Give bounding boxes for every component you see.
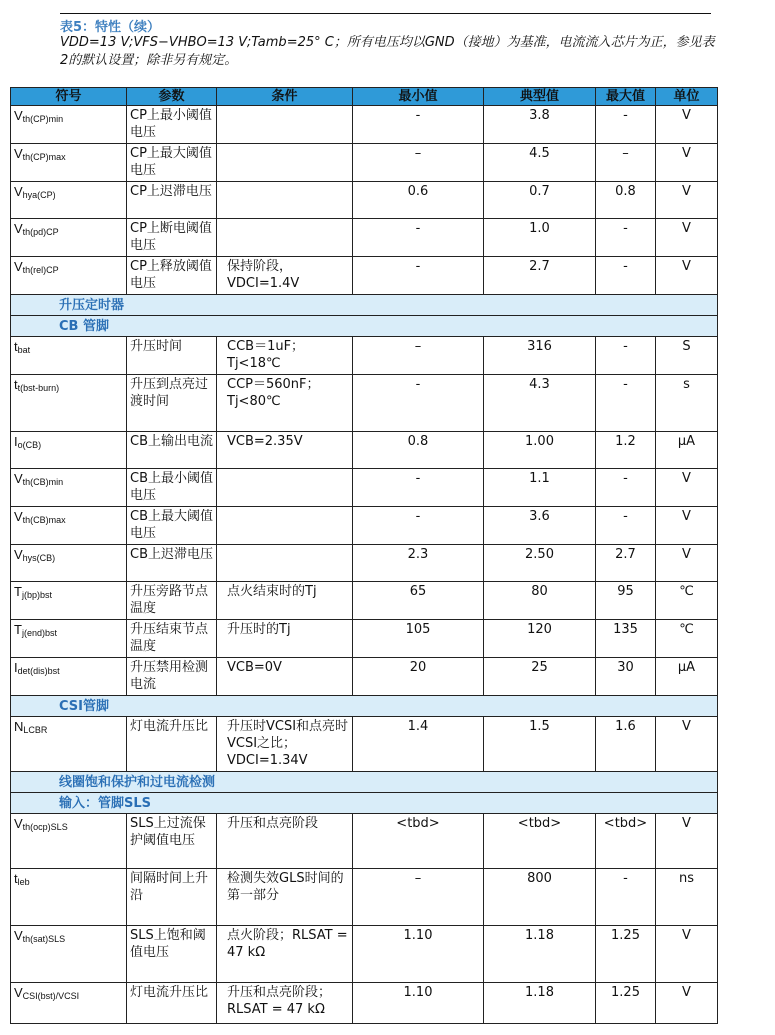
symbol-subscript: o(CB) bbox=[17, 440, 42, 450]
table-row bbox=[11, 814, 718, 869]
table-row bbox=[11, 337, 718, 375]
parameter-cell: CB上输出电流 bbox=[127, 432, 217, 469]
symbol-main: T bbox=[14, 622, 22, 637]
unit-cell: V bbox=[656, 814, 718, 869]
parameter-cell: 灯电流升压比 bbox=[127, 983, 217, 1024]
symbol-subscript: j(end)bst bbox=[21, 628, 57, 638]
symbol-main: V bbox=[14, 184, 23, 199]
symbol-subscript: th(CB)min bbox=[22, 477, 64, 487]
symbol-subscript: th(sat)SLS bbox=[22, 934, 66, 944]
top-rule bbox=[60, 13, 711, 14]
unit-cell: μA bbox=[656, 658, 718, 696]
characteristics-table bbox=[10, 87, 718, 1024]
table-row bbox=[11, 257, 718, 295]
section-label: CSI管脚 bbox=[11, 696, 718, 717]
typ-cell: 316 bbox=[484, 337, 596, 375]
symbol-main: I bbox=[14, 434, 18, 449]
max-cell: 2.7 bbox=[596, 545, 656, 582]
condition-cell: CCP＝560nF；Tj<80℃ bbox=[217, 375, 353, 432]
typ-cell: 0.7 bbox=[484, 182, 596, 219]
section-label: CB 管脚 bbox=[11, 316, 718, 337]
section-row bbox=[11, 772, 718, 793]
typ-cell: 4.5 bbox=[484, 144, 596, 182]
table-row bbox=[11, 375, 718, 432]
condition-cell: VCB=2.35V bbox=[217, 432, 353, 469]
condition-cell: CCB＝1uF；Tj<18℃ bbox=[217, 337, 353, 375]
table-row bbox=[11, 620, 718, 658]
min-cell: - bbox=[353, 469, 484, 507]
symbol-main: N bbox=[14, 719, 24, 734]
table-row bbox=[11, 717, 718, 772]
max-cell: - bbox=[596, 507, 656, 545]
symbol-subscript: CSI(bst)/VCSI bbox=[22, 991, 80, 1001]
symbol-cell bbox=[11, 219, 127, 257]
table-row bbox=[11, 869, 718, 926]
min-cell: – bbox=[353, 869, 484, 926]
unit-cell: V bbox=[656, 106, 718, 144]
condition-cell: VCB=0V bbox=[217, 658, 353, 696]
condition-cell: 保持阶段，VDCI=1.4V bbox=[217, 257, 353, 295]
condition-cell bbox=[217, 106, 353, 144]
condition-cell: 检测失效GLS时间的第一部分 bbox=[217, 869, 353, 926]
max-cell: 1.2 bbox=[596, 432, 656, 469]
unit-cell: ℃ bbox=[656, 582, 718, 620]
typ-cell: 1.18 bbox=[484, 926, 596, 983]
table-row bbox=[11, 219, 718, 257]
col-conditions: 条件 bbox=[217, 88, 353, 106]
unit-cell: V bbox=[656, 926, 718, 983]
parameter-cell: 升压旁路节点温度 bbox=[127, 582, 217, 620]
symbol-cell bbox=[11, 375, 127, 432]
condition-cell bbox=[217, 469, 353, 507]
typ-cell: 1.18 bbox=[484, 983, 596, 1024]
table-conditions: VDD=13 V;VFS−VHBO=13 V;Tamb=25° C；所有电压均以GND（接地）为基准，电流流入芯片为正，参见表2的默认设置；除非另有规定。 bbox=[60, 35, 715, 68]
min-cell: - bbox=[353, 219, 484, 257]
max-cell: – bbox=[596, 144, 656, 182]
condition-cell: 点火阶段；RLSAT = 47 kΩ bbox=[217, 926, 353, 983]
symbol-main: t bbox=[14, 339, 18, 354]
col-typ: 典型值 bbox=[484, 88, 596, 106]
symbol-subscript: th(CP)max bbox=[22, 152, 66, 162]
symbol-subscript: hys(CB) bbox=[22, 553, 56, 563]
parameter-cell: SLS上过流保护阈值电压 bbox=[127, 814, 217, 869]
symbol-cell bbox=[11, 469, 127, 507]
unit-cell: ℃ bbox=[656, 620, 718, 658]
typ-cell: 800 bbox=[484, 869, 596, 926]
max-cell: <tbd> bbox=[596, 814, 656, 869]
max-cell: - bbox=[596, 337, 656, 375]
parameter-cell: CP上最小阈值电压 bbox=[127, 106, 217, 144]
max-cell: 1.25 bbox=[596, 926, 656, 983]
condition-cell bbox=[217, 144, 353, 182]
symbol-cell bbox=[11, 814, 127, 869]
symbol-main: t bbox=[14, 871, 18, 886]
symbol-main: V bbox=[14, 928, 23, 943]
table-row bbox=[11, 182, 718, 219]
table-row bbox=[11, 658, 718, 696]
parameter-cell: CB上最小阈值电压 bbox=[127, 469, 217, 507]
table-row bbox=[11, 983, 718, 1024]
max-cell: 30 bbox=[596, 658, 656, 696]
table-row bbox=[11, 144, 718, 182]
symbol-cell bbox=[11, 717, 127, 772]
table-row bbox=[11, 106, 718, 144]
max-cell: - bbox=[596, 219, 656, 257]
symbol-subscript: leb bbox=[17, 877, 30, 887]
symbol-subscript: th(pd)CP bbox=[22, 227, 59, 237]
symbol-main: I bbox=[14, 660, 18, 675]
max-cell: 0.8 bbox=[596, 182, 656, 219]
symbol-main: t bbox=[14, 377, 18, 392]
symbol-cell bbox=[11, 658, 127, 696]
typ-cell: 80 bbox=[484, 582, 596, 620]
min-cell: – bbox=[353, 144, 484, 182]
min-cell: 0.8 bbox=[353, 432, 484, 469]
symbol-cell bbox=[11, 257, 127, 295]
symbol-subscript: th(rel)CP bbox=[22, 265, 59, 275]
symbol-subscript: LCBR bbox=[23, 725, 48, 735]
min-cell: 2.3 bbox=[353, 545, 484, 582]
section-row bbox=[11, 316, 718, 337]
parameter-cell: CP上最大阈值电压 bbox=[127, 144, 217, 182]
symbol-subscript: hya(CP) bbox=[22, 190, 56, 200]
unit-cell: V bbox=[656, 182, 718, 219]
min-cell: – bbox=[353, 337, 484, 375]
table-row bbox=[11, 926, 718, 983]
symbol-cell bbox=[11, 182, 127, 219]
table-title: 表5：特性（续） bbox=[60, 20, 161, 35]
symbol-subscript: th(ocp)SLS bbox=[22, 822, 68, 832]
typ-cell: 1.5 bbox=[484, 717, 596, 772]
symbol-cell bbox=[11, 926, 127, 983]
unit-cell: V bbox=[656, 219, 718, 257]
symbol-cell bbox=[11, 582, 127, 620]
unit-cell: V bbox=[656, 257, 718, 295]
typ-cell: 4.3 bbox=[484, 375, 596, 432]
table-row bbox=[11, 432, 718, 469]
symbol-main: V bbox=[14, 221, 23, 236]
typ-cell: 3.8 bbox=[484, 106, 596, 144]
section-label: 升压定时器 bbox=[11, 295, 718, 316]
unit-cell: μA bbox=[656, 432, 718, 469]
section-label: 线圈饱和保护和过电流检测 bbox=[11, 772, 718, 793]
symbol-subscript: bat bbox=[17, 345, 31, 355]
max-cell: 95 bbox=[596, 582, 656, 620]
condition-cell bbox=[217, 507, 353, 545]
symbol-cell bbox=[11, 106, 127, 144]
symbol-subscript: t(bst-burn) bbox=[17, 383, 60, 393]
section-label: 输入：管脚SLS bbox=[11, 793, 718, 814]
min-cell: 65 bbox=[353, 582, 484, 620]
parameter-cell: 升压结束节点温度 bbox=[127, 620, 217, 658]
parameter-cell: SLS上饱和阈值电压 bbox=[127, 926, 217, 983]
parameter-cell: CP上迟滞电压 bbox=[127, 182, 217, 219]
typ-cell: 1.1 bbox=[484, 469, 596, 507]
typ-cell: 3.6 bbox=[484, 507, 596, 545]
symbol-cell bbox=[11, 144, 127, 182]
condition-cell bbox=[217, 182, 353, 219]
parameter-cell: CB上最大阈值电压 bbox=[127, 507, 217, 545]
symbol-cell bbox=[11, 507, 127, 545]
symbol-subscript: th(CB)max bbox=[22, 515, 66, 525]
symbol-main: V bbox=[14, 146, 23, 161]
min-cell: 1.4 bbox=[353, 717, 484, 772]
symbol-main: V bbox=[14, 259, 23, 274]
typ-cell: 2.50 bbox=[484, 545, 596, 582]
symbol-cell bbox=[11, 620, 127, 658]
max-cell: - bbox=[596, 869, 656, 926]
table-row bbox=[11, 507, 718, 545]
condition-cell: 升压时的Tj bbox=[217, 620, 353, 658]
symbol-cell bbox=[11, 869, 127, 926]
table-row bbox=[11, 545, 718, 582]
min-cell: - bbox=[353, 257, 484, 295]
max-cell: 135 bbox=[596, 620, 656, 658]
condition-cell: 升压时VCSI和点亮时VCSI之比；VDCI=1.34V bbox=[217, 717, 353, 772]
parameter-cell: 灯电流升压比 bbox=[127, 717, 217, 772]
symbol-main: V bbox=[14, 985, 23, 1000]
unit-cell: S bbox=[656, 337, 718, 375]
condition-cell: 升压和点亮阶段；RLSAT = 47 kΩ bbox=[217, 983, 353, 1024]
typ-cell: 1.0 bbox=[484, 219, 596, 257]
min-cell: 1.10 bbox=[353, 983, 484, 1024]
unit-cell: V bbox=[656, 507, 718, 545]
symbol-subscript: th(CP)min bbox=[22, 114, 64, 124]
max-cell: 1.6 bbox=[596, 717, 656, 772]
unit-cell: V bbox=[656, 983, 718, 1024]
condition-cell bbox=[217, 219, 353, 257]
symbol-main: V bbox=[14, 547, 23, 562]
min-cell: 0.6 bbox=[353, 182, 484, 219]
min-cell: 105 bbox=[353, 620, 484, 658]
max-cell: - bbox=[596, 257, 656, 295]
table-header bbox=[11, 88, 718, 106]
symbol-cell bbox=[11, 983, 127, 1024]
condition-cell bbox=[217, 545, 353, 582]
col-unit: 单位 bbox=[656, 88, 718, 106]
min-cell: - bbox=[353, 507, 484, 545]
unit-cell: V bbox=[656, 717, 718, 772]
col-parameter: 参数 bbox=[127, 88, 217, 106]
min-cell: 20 bbox=[353, 658, 484, 696]
unit-cell: V bbox=[656, 545, 718, 582]
parameter-cell: 升压到点亮过渡时间 bbox=[127, 375, 217, 432]
max-cell: - bbox=[596, 469, 656, 507]
unit-cell: V bbox=[656, 144, 718, 182]
unit-cell: ns bbox=[656, 869, 718, 926]
col-symbol: 符号 bbox=[11, 88, 127, 106]
typ-cell: 1.00 bbox=[484, 432, 596, 469]
symbol-main: V bbox=[14, 471, 23, 486]
table-row bbox=[11, 469, 718, 507]
section-row bbox=[11, 696, 718, 717]
section-row bbox=[11, 295, 718, 316]
symbol-main: V bbox=[14, 816, 23, 831]
symbol-main: V bbox=[14, 108, 23, 123]
max-cell: - bbox=[596, 375, 656, 432]
parameter-cell: CB上迟滞电压 bbox=[127, 545, 217, 582]
symbol-main: T bbox=[14, 584, 22, 599]
parameter-cell: CP上断电阈值电压 bbox=[127, 219, 217, 257]
parameter-cell: CP上释放阈值电压 bbox=[127, 257, 217, 295]
condition-cell: 升压和点亮阶段 bbox=[217, 814, 353, 869]
typ-cell: 25 bbox=[484, 658, 596, 696]
symbol-subscript: det(dis)bst bbox=[17, 666, 60, 676]
symbol-main: V bbox=[14, 509, 23, 524]
table-row bbox=[11, 582, 718, 620]
min-cell: <tbd> bbox=[353, 814, 484, 869]
parameter-cell: 升压时间 bbox=[127, 337, 217, 375]
parameter-cell: 间隔时间上升沿 bbox=[127, 869, 217, 926]
symbol-cell bbox=[11, 432, 127, 469]
col-max: 最大值 bbox=[596, 88, 656, 106]
symbol-cell bbox=[11, 337, 127, 375]
typ-cell: 120 bbox=[484, 620, 596, 658]
typ-cell: <tbd> bbox=[484, 814, 596, 869]
unit-cell: V bbox=[656, 469, 718, 507]
parameter-cell: 升压禁用检测电流 bbox=[127, 658, 217, 696]
condition-cell: 点火结束时的Tj bbox=[217, 582, 353, 620]
typ-cell: 2.7 bbox=[484, 257, 596, 295]
max-cell: 1.25 bbox=[596, 983, 656, 1024]
min-cell: 1.10 bbox=[353, 926, 484, 983]
min-cell: - bbox=[353, 375, 484, 432]
min-cell: - bbox=[353, 106, 484, 144]
col-min: 最小值 bbox=[353, 88, 484, 106]
symbol-cell bbox=[11, 545, 127, 582]
max-cell: - bbox=[596, 106, 656, 144]
symbol-subscript: j(bp)bst bbox=[21, 590, 52, 600]
section-row bbox=[11, 793, 718, 814]
unit-cell: s bbox=[656, 375, 718, 432]
